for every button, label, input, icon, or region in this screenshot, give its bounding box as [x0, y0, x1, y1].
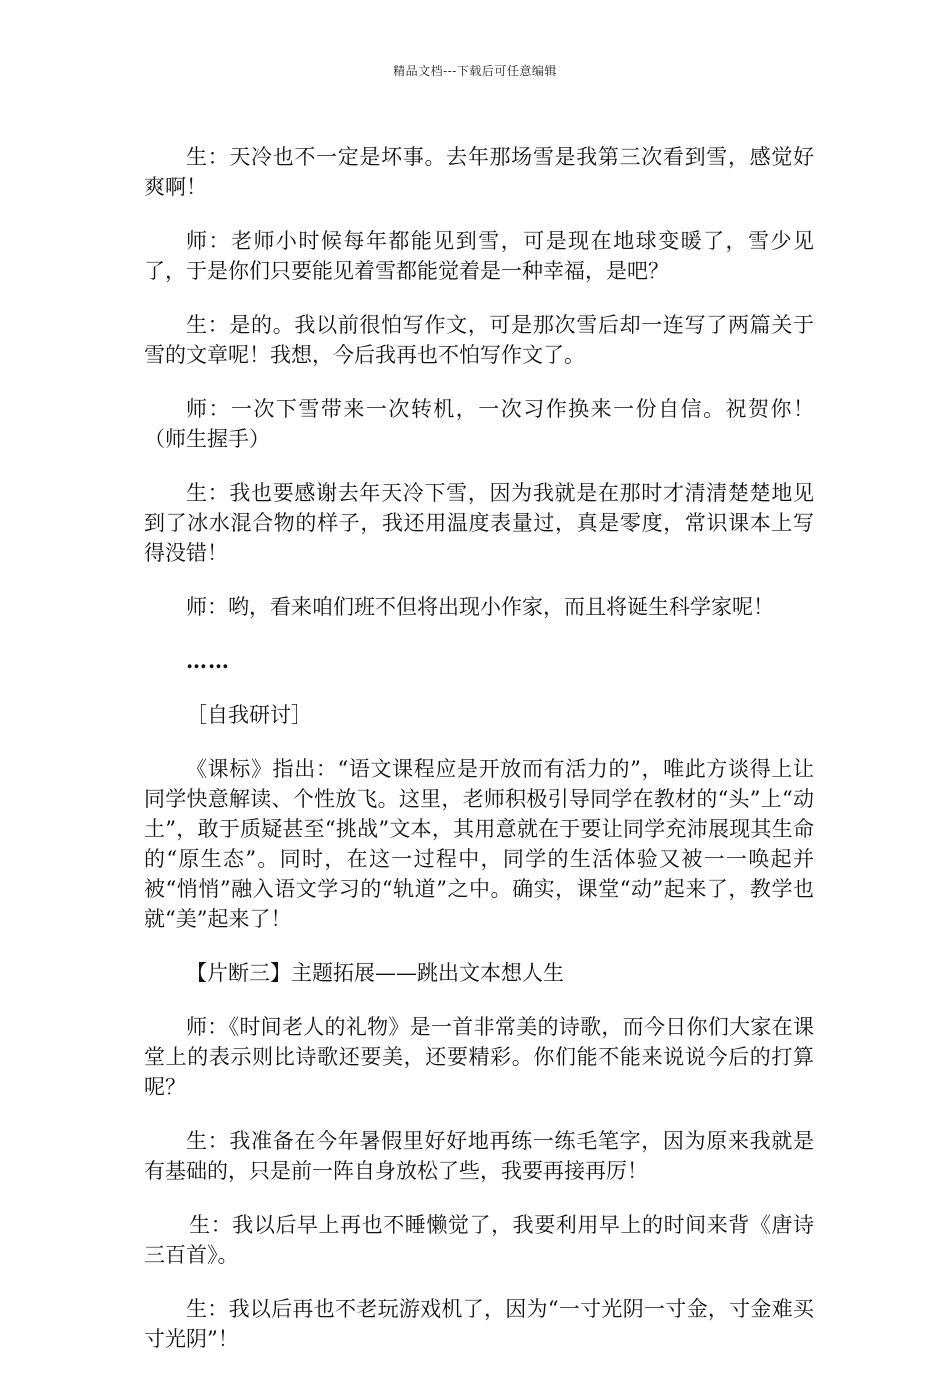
dialogue-paragraph: 生：是的。我以前很怕写作文，可是那次雪后却一连写了两篇关于雪的文章呢！我想，今后我再也不怕写作文了。	[144, 313, 814, 367]
dialogue-paragraph: 师：哟，看来咱们班不但将出现小作家，而且将诞生科学家呢！	[186, 595, 774, 619]
dialogue-paragraph: 师：一次下雪带来一次转机，一次习作换来一份自信。祝贺你！（师生握手）	[144, 397, 814, 451]
dialogue-paragraph: 师：老师小时候每年都能见到雪，可是现在地球变暖了，雪少见了，于是你们只要能见着雪都能觉着是一种幸福，是吧？	[144, 229, 814, 283]
dialogue-paragraph: 生：我准备在今年暑假里好好地再练一练毛笔字，因为原来我就是有基础的，只是前一阵自身放松了些，我要再接再厉！	[144, 1129, 814, 1183]
section-heading-fragment-three: 【片断三】主题拓展——跳出文本想人生	[186, 961, 564, 985]
dialogue-paragraph: 生：我也要感谢去年天冷下雪，因为我就是在那时才清清楚楚地见到了冰水混合物的样子，我还用温度表量过，真是零度，常识课本上写得没错！	[144, 481, 814, 565]
dialogue-paragraph: 生：我以后早上再也不睡懒觉了，我要利用早上的时间来背《唐诗三百首》。	[144, 1213, 814, 1267]
dialogue-paragraph: 生：我以后再也不老玩游戏机了，因为“一寸光阴一寸金，寸金难买寸光阴”！	[144, 1297, 814, 1351]
dialogue-paragraph: 师：《时间老人的礼物》是一首非常美的诗歌，而今日你们大家在课堂上的表示则比诗歌还要美，还要精彩。你们能不能来说说今后的打算呢？	[144, 1015, 814, 1099]
page-header: 精品文档---下载后可任意编辑	[393, 64, 557, 78]
dialogue-paragraph: 生：天冷也不一定是坏事。去年那场雪是我第三次看到雪，感觉好爽啊！	[144, 145, 814, 199]
section-heading-reflection: ［自我研讨］	[186, 703, 312, 727]
document-body	[144, 142, 814, 1378]
reflection-paragraph: 《课标》指出：“语文课程应是开放而有活力的”，唯此方谈得上让同学快意解读、个性放飞。这里，老师积极引导同学在教材的“头”上“动土”，敢于质疑甚至“挑战”文本，其用意就在于要让同学充沛展现其生命的“原生态”。同时，在这一过程中，同学的生活体验又被一一唤起并被“悄悄”融入语文学习的“轨道”之中。确实，课堂“动”起来了，教学也就“美”起来了！	[144, 757, 814, 931]
ellipsis-line: ……	[186, 648, 230, 673]
